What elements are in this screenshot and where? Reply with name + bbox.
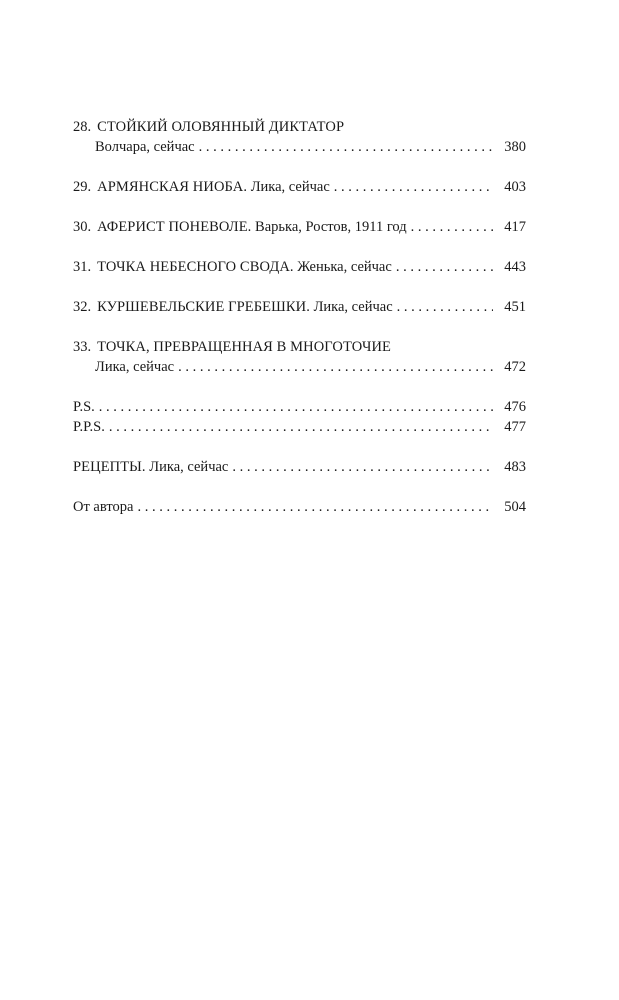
entry-row (73, 357, 526, 377)
entry-row (73, 257, 526, 277)
entry-number: 28. (73, 119, 92, 135)
dot-leader (99, 397, 493, 417)
page-number: 504 (504, 499, 526, 515)
page-number: 477 (504, 419, 526, 435)
page-number: 476 (504, 399, 526, 415)
entry-subtitle: Женька, сейчас (297, 259, 392, 275)
entry-row (73, 137, 526, 157)
entry-title: От автора (73, 499, 134, 515)
dot-leader (232, 457, 493, 477)
entry-text (73, 457, 228, 477)
entry-row (73, 397, 526, 417)
entry-row (73, 177, 526, 197)
entry-heading (73, 117, 526, 137)
toc-entry-30[interactable] (73, 217, 526, 237)
toc-entry-32[interactable] (73, 297, 526, 317)
toc-entry-28[interactable] (73, 117, 526, 157)
page-number: 451 (504, 299, 526, 315)
entry-heading (73, 337, 526, 357)
dot-leader (397, 297, 493, 317)
table-of-contents (73, 117, 526, 517)
page-number: 380 (504, 139, 526, 155)
toc-entry-31[interactable] (73, 257, 526, 277)
entry-title: АРМЯНСКАЯ НИОБА. (97, 179, 248, 195)
dot-leader (109, 417, 493, 437)
entry-number: 33. (73, 339, 92, 355)
dot-leader (178, 357, 493, 377)
entry-text (73, 177, 330, 197)
dot-leader (334, 177, 493, 197)
entry-title: ТОЧКА, ПРЕВРАЩЕННАЯ В МНОГОТОЧИЕ (97, 339, 392, 355)
dot-leader (199, 137, 493, 157)
entry-row (73, 497, 526, 517)
entry-title: РЕЦЕПТЫ. (73, 459, 146, 475)
entry-number: 32. (73, 299, 92, 315)
entry-subtitle: Волчара, сейчас (95, 139, 195, 155)
page-number: 483 (504, 459, 526, 475)
page-number: 472 (504, 359, 526, 375)
toc-entry-ps[interactable] (73, 397, 526, 417)
toc-entry-33[interactable] (73, 337, 526, 377)
toc-entry-pps[interactable] (73, 417, 526, 437)
entry-row (73, 297, 526, 317)
entry-title: КУРШЕВЕЛЬСКИЕ ГРЕБЕШКИ. (97, 299, 310, 315)
entry-title: ТОЧКА НЕБЕСНОГО СВОДА. (97, 259, 294, 275)
entry-title: СТОЙКИЙ ОЛОВЯННЫЙ ДИКТАТОР (97, 119, 345, 135)
dot-leader (411, 217, 493, 237)
entry-subtitle: Варька, Ростов, 1911 год (255, 219, 407, 235)
entry-row (73, 217, 526, 237)
entry-number: 31. (73, 259, 92, 275)
entry-row (73, 417, 526, 437)
entry-number: 29. (73, 179, 92, 195)
entry-text (73, 217, 407, 237)
entry-subtitle: Лика, сейчас (149, 459, 229, 475)
entry-title: P.P.S. (73, 419, 105, 435)
entry-subtitle: Лика, сейчас (95, 359, 175, 375)
page-number: 417 (504, 219, 526, 235)
dot-leader (396, 257, 493, 277)
toc-entry-29[interactable] (73, 177, 526, 197)
entry-subtitle: Лика, сейчас (250, 179, 330, 195)
entry-title: АФЕРИСТ ПОНЕВОЛЕ. (97, 219, 252, 235)
entry-row (73, 457, 526, 477)
entry-subtitle: Лика, сейчас (313, 299, 393, 315)
entry-title: P.S. (73, 399, 95, 415)
entry-text (73, 297, 393, 317)
dot-leader (137, 497, 493, 517)
entry-number: 30. (73, 219, 92, 235)
toc-entry-recipes[interactable] (73, 457, 526, 477)
toc-entry-author[interactable] (73, 497, 526, 517)
page-number: 403 (504, 179, 526, 195)
entry-text (73, 257, 392, 277)
page-number: 443 (504, 259, 526, 275)
